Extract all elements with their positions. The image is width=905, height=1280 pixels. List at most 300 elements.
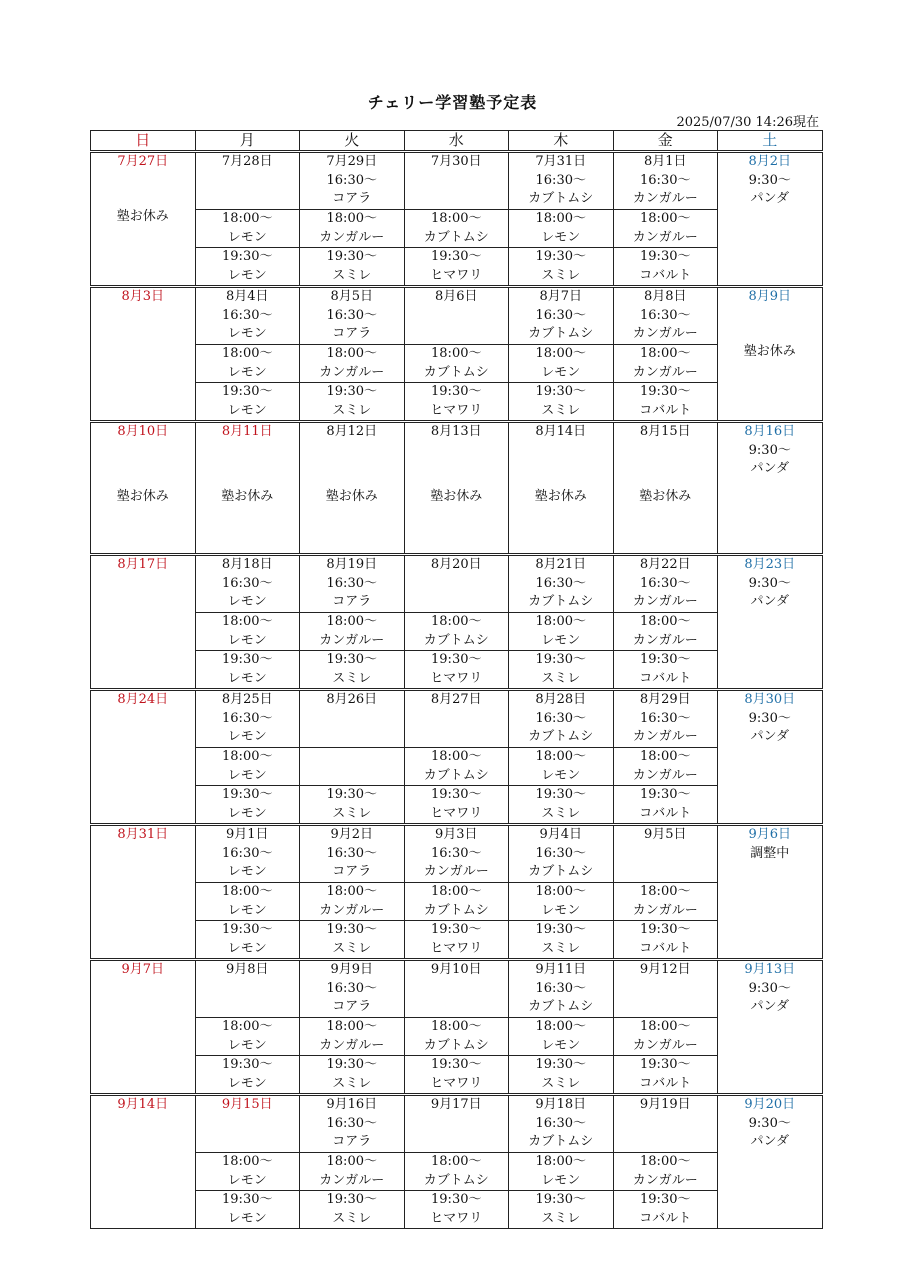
slot-row	[91, 1056, 823, 1095]
slot-row	[91, 345, 823, 383]
slot-text: カンガルー	[319, 1037, 385, 1053]
day-cell	[300, 287, 405, 345]
slot-cell	[195, 1153, 300, 1191]
slot-text: 16:30〜	[640, 307, 691, 323]
slot-row	[91, 786, 823, 825]
day-cell	[613, 690, 718, 748]
slot-cell	[509, 1056, 614, 1095]
slot-cell	[300, 383, 405, 422]
slot-text: 18:00〜	[431, 1019, 482, 1034]
slot-text: カブトムシ	[528, 326, 594, 341]
slot-text: カブトムシ	[423, 229, 489, 245]
day-cell	[404, 422, 509, 555]
sunday-date: 9月7日	[121, 962, 165, 977]
slot-cell	[613, 786, 718, 825]
slot-text: 18:00〜	[326, 211, 377, 226]
slot-text: 18:00〜	[431, 884, 482, 899]
slot-row	[91, 883, 823, 921]
slot-text: 16:30〜	[326, 307, 377, 323]
saturday-date: 9月13日	[744, 962, 796, 977]
slot-text: パンダ	[750, 999, 789, 1014]
slot-cell	[195, 651, 300, 690]
saturday-cell	[718, 422, 823, 555]
slot-text: 16:30〜	[535, 845, 586, 861]
saturday-cell	[718, 152, 823, 287]
slot-text: 19:30〜	[326, 249, 377, 264]
day-date: 8月13日	[430, 424, 482, 439]
slot-text: 16:30〜	[326, 980, 377, 996]
day-date: 9月11日	[535, 962, 587, 977]
saturday-date: 8月23日	[744, 557, 796, 572]
sunday-date: 8月24日	[117, 692, 169, 707]
header-monday: 月	[195, 131, 300, 152]
slot-text: レモン	[227, 1210, 267, 1226]
slot-text: 9:30〜	[748, 172, 791, 188]
schedule-table	[90, 130, 823, 1229]
slot-text: カンガルー	[423, 864, 489, 879]
slot-row	[91, 613, 823, 651]
slot-text: 9:30〜	[748, 575, 791, 591]
slot-cell	[404, 1056, 509, 1095]
slot-cell	[613, 1191, 718, 1229]
day-cell	[300, 152, 405, 210]
day-date: 9月1日	[225, 827, 269, 842]
slot-cell	[613, 1018, 718, 1056]
slot-cell	[509, 786, 614, 825]
slot-text: スミレ	[541, 805, 581, 821]
day-date: 9月17日	[430, 1097, 482, 1112]
saturday-cell	[718, 690, 823, 825]
slot-cell	[509, 883, 614, 921]
day-date: 9月16日	[326, 1097, 378, 1112]
day-date: 8月28日	[535, 692, 587, 707]
slot-text: 18:00〜	[535, 1019, 586, 1034]
slot-cell	[300, 210, 405, 248]
week-row	[91, 960, 823, 1018]
slot-text: カンガルー	[632, 594, 698, 609]
slot-text: 19:30〜	[431, 1192, 482, 1207]
slot-text: 18:00〜	[535, 884, 586, 899]
closed-note: 塾お休み	[116, 488, 169, 504]
slot-text: カンガルー	[632, 326, 698, 341]
header-sunday: 日	[91, 131, 196, 152]
slot-cell	[509, 1191, 614, 1229]
slot-text: レモン	[227, 326, 267, 341]
slot-text: カブトムシ	[423, 364, 489, 380]
slot-text: ヒマワリ	[430, 940, 483, 956]
day-date: 8月11日	[221, 424, 273, 439]
slot-text: 18:00〜	[640, 211, 691, 226]
slot-cell	[613, 748, 718, 786]
slot-cell	[404, 613, 509, 651]
slot-text: レモン	[227, 902, 267, 918]
sunday-cell	[91, 690, 196, 825]
day-date: 8月22日	[639, 557, 691, 572]
slot-text: スミレ	[541, 402, 581, 418]
slot-text: レモン	[227, 864, 267, 879]
day-cell	[195, 960, 300, 1018]
slot-text: 18:00〜	[431, 1154, 482, 1169]
slot-text: スミレ	[332, 805, 372, 821]
slot-cell	[300, 786, 405, 825]
saturday-date: 8月2日	[748, 154, 792, 169]
day-date: 8月25日	[221, 692, 273, 707]
day-cell	[300, 960, 405, 1018]
slot-text: カブトムシ	[423, 632, 489, 648]
slot-text: 16:30〜	[640, 575, 691, 591]
slot-cell	[300, 921, 405, 960]
saturday-cell	[718, 825, 823, 960]
week-row	[91, 690, 823, 748]
slot-text: 19:30〜	[535, 1057, 586, 1072]
slot-text: カンガルー	[319, 229, 385, 245]
slot-cell	[300, 748, 405, 786]
slot-text: 16:30〜	[326, 172, 377, 188]
slot-text: レモン	[541, 364, 581, 380]
day-cell	[613, 555, 718, 613]
slot-cell	[509, 248, 614, 287]
slot-text: 19:30〜	[431, 249, 482, 264]
day-cell	[613, 960, 718, 1018]
slot-cell	[509, 921, 614, 960]
slot-cell	[509, 383, 614, 422]
slot-text: 16:30〜	[326, 845, 377, 861]
slot-cell	[195, 613, 300, 651]
slot-text: 18:00〜	[640, 749, 691, 764]
week-row	[91, 825, 823, 883]
slot-cell	[509, 651, 614, 690]
slot-text: コアラ	[332, 594, 372, 609]
week-row	[91, 555, 823, 613]
slot-text: カンガルー	[632, 364, 698, 380]
slot-text: 16:30〜	[640, 710, 691, 726]
week-row	[91, 287, 823, 345]
slot-text: レモン	[227, 364, 267, 380]
day-date: 7月31日	[535, 154, 587, 169]
day-cell	[613, 422, 718, 555]
slot-text: 19:30〜	[326, 922, 377, 937]
day-cell	[195, 422, 300, 555]
weekday-header-row	[91, 131, 823, 152]
day-cell	[195, 690, 300, 748]
day-date: 8月26日	[326, 692, 378, 707]
slot-cell	[613, 921, 718, 960]
slot-text: カンガルー	[319, 1172, 385, 1188]
slot-text: 19:30〜	[326, 652, 377, 667]
closed-note: 塾お休み	[221, 488, 274, 504]
saturday-date: 9月6日	[748, 827, 792, 842]
slot-text: レモン	[541, 1172, 581, 1188]
day-date: 8月12日	[326, 424, 378, 439]
day-date: 8月7日	[539, 289, 583, 304]
slot-text: 18:00〜	[326, 614, 377, 629]
slot-text: 18:00〜	[326, 884, 377, 899]
slot-text: 19:30〜	[640, 249, 691, 264]
slot-text: 18:00〜	[535, 614, 586, 629]
day-cell	[509, 825, 614, 883]
slot-text: 18:00〜	[535, 1154, 586, 1169]
day-cell	[300, 825, 405, 883]
slot-cell	[613, 613, 718, 651]
day-cell	[509, 960, 614, 1018]
saturday-cell	[718, 1095, 823, 1229]
slot-text: カンガルー	[632, 632, 698, 648]
slot-cell	[613, 651, 718, 690]
slot-text: 16:30〜	[222, 710, 273, 726]
slot-text: 16:30〜	[535, 575, 586, 591]
slot-text: 19:30〜	[222, 1057, 273, 1072]
slot-text: 18:00〜	[222, 211, 273, 226]
sunday-date: 9月14日	[117, 1097, 169, 1112]
slot-text: カンガルー	[632, 1037, 698, 1053]
slot-text: カブトムシ	[423, 1172, 489, 1188]
slot-text: 19:30〜	[640, 787, 691, 802]
slot-text: パンダ	[750, 461, 789, 476]
slot-text: 18:00〜	[640, 1019, 691, 1034]
slot-text: レモン	[541, 632, 581, 648]
slot-text: 19:30〜	[535, 652, 586, 667]
day-cell	[404, 152, 509, 210]
slot-text: レモン	[541, 229, 581, 245]
update-timestamp: 2025/07/30 14:26現在	[676, 115, 819, 130]
day-cell	[509, 287, 614, 345]
slot-cell	[404, 786, 509, 825]
slot-text: スミレ	[332, 940, 372, 956]
slot-text: レモン	[227, 267, 267, 283]
day-date: 8月29日	[639, 692, 691, 707]
slot-text: スミレ	[332, 1075, 372, 1091]
slot-row	[91, 748, 823, 786]
slot-text: 16:30〜	[535, 710, 586, 726]
slot-text: カンガルー	[632, 1172, 698, 1188]
slot-text: 18:00〜	[535, 749, 586, 764]
slot-cell	[404, 883, 509, 921]
day-date: 8月20日	[430, 557, 482, 572]
day-cell	[300, 422, 405, 555]
slot-cell	[613, 1153, 718, 1191]
slot-text: レモン	[541, 902, 581, 918]
day-date: 8月18日	[221, 557, 273, 572]
slot-text: スミレ	[332, 402, 372, 418]
slot-text: レモン	[227, 632, 267, 648]
slot-text: レモン	[227, 402, 267, 418]
saturday-cell	[718, 287, 823, 422]
day-cell	[300, 690, 405, 748]
day-date: 8月27日	[430, 692, 482, 707]
sunday-cell	[91, 152, 196, 287]
slot-text: コアラ	[332, 326, 372, 341]
slot-text: 19:30〜	[640, 384, 691, 399]
slot-text: カブトムシ	[528, 594, 594, 609]
slot-text: カブトムシ	[528, 1134, 594, 1149]
day-cell	[195, 1095, 300, 1153]
day-cell	[300, 555, 405, 613]
saturday-date: 9月20日	[744, 1097, 796, 1112]
slot-text: 18:00〜	[222, 346, 273, 361]
day-cell	[404, 960, 509, 1018]
slot-cell	[300, 1056, 405, 1095]
slot-text: 18:00〜	[326, 346, 377, 361]
sunday-cell	[91, 960, 196, 1095]
slot-cell	[404, 383, 509, 422]
slot-text: パンダ	[750, 191, 789, 206]
day-date: 9月19日	[639, 1097, 691, 1112]
slot-text: 16:30〜	[535, 172, 586, 188]
day-cell	[404, 287, 509, 345]
slot-cell	[509, 613, 614, 651]
slot-text: 16:30〜	[535, 307, 586, 323]
slot-text: 16:30〜	[326, 1115, 377, 1131]
slot-row	[91, 383, 823, 422]
slot-cell	[404, 1191, 509, 1229]
slot-text: スミレ	[541, 1075, 581, 1091]
slot-text: レモン	[227, 670, 267, 686]
page-title: チェリー学習塾予定表	[367, 93, 538, 112]
day-date: 8月19日	[326, 557, 378, 572]
slot-text: 19:30〜	[222, 922, 273, 937]
closed-note: 塾お休み	[639, 488, 692, 504]
slot-text: 19:30〜	[222, 384, 273, 399]
slot-cell	[195, 345, 300, 383]
slot-text: コバルト	[639, 402, 692, 418]
slot-text: 19:30〜	[222, 652, 273, 667]
slot-cell	[195, 1018, 300, 1056]
slot-text: スミレ	[541, 670, 581, 686]
day-date: 8月6日	[434, 289, 478, 304]
slot-text: レモン	[227, 729, 267, 744]
slot-text: コバルト	[639, 1075, 692, 1091]
day-date: 9月18日	[535, 1097, 587, 1112]
slot-text: コバルト	[639, 805, 692, 821]
sunday-date: 8月17日	[117, 557, 169, 572]
slot-cell	[300, 651, 405, 690]
slot-cell	[195, 1191, 300, 1229]
slot-cell	[509, 345, 614, 383]
slot-text: コアラ	[332, 191, 372, 206]
slot-cell	[404, 248, 509, 287]
slot-text: カブトムシ	[423, 767, 489, 783]
slot-text: カンガルー	[319, 632, 385, 648]
sunday-date: 8月10日	[117, 424, 169, 439]
slot-text: ヒマワリ	[430, 267, 483, 283]
slot-text: 18:00〜	[222, 884, 273, 899]
day-cell	[613, 825, 718, 883]
slot-text: 18:00〜	[222, 614, 273, 629]
day-date: 7月29日	[326, 154, 378, 169]
slot-text: スミレ	[541, 1210, 581, 1226]
slot-text: ヒマワリ	[430, 1210, 483, 1226]
sunday-cell	[91, 1095, 196, 1229]
header-wednesday: 水	[404, 131, 509, 152]
day-date: 8月4日	[225, 289, 269, 304]
slot-text: レモン	[227, 1037, 267, 1053]
slot-text: 9:30〜	[748, 1115, 791, 1131]
slot-text: 19:30〜	[431, 922, 482, 937]
day-date: 9月8日	[225, 962, 269, 977]
slot-text: 16:30〜	[326, 575, 377, 591]
slot-text: 18:00〜	[431, 614, 482, 629]
slot-text: 調整中	[750, 845, 790, 861]
slot-text: 18:00〜	[222, 749, 273, 764]
day-date: 9月5日	[643, 827, 687, 842]
day-date: 9月15日	[221, 1097, 273, 1112]
saturday-cell	[718, 960, 823, 1095]
slot-text: 16:30〜	[222, 575, 273, 591]
slot-text: カブトムシ	[528, 864, 594, 879]
slot-cell	[195, 786, 300, 825]
sunday-date: 8月3日	[121, 289, 165, 304]
slot-cell	[195, 883, 300, 921]
slot-text: 16:30〜	[640, 172, 691, 188]
slot-text: 19:30〜	[222, 249, 273, 264]
slot-text: コバルト	[639, 940, 692, 956]
slot-row	[91, 921, 823, 960]
header-friday: 金	[613, 131, 718, 152]
slot-text: 19:30〜	[326, 787, 377, 802]
sunday-date: 7月27日	[117, 154, 169, 169]
slot-text: 18:00〜	[535, 211, 586, 226]
slot-cell	[195, 248, 300, 287]
slot-text: レモン	[227, 940, 267, 956]
sunday-cell	[91, 287, 196, 422]
slot-cell	[195, 1056, 300, 1095]
slot-text: コアラ	[332, 864, 372, 879]
day-date: 9月9日	[330, 962, 374, 977]
slot-cell	[300, 1153, 405, 1191]
slot-text: 9:30〜	[748, 980, 791, 996]
closed-note: 塾お休み	[430, 488, 483, 504]
slot-text: 19:30〜	[326, 1057, 377, 1072]
slot-text: パンダ	[750, 729, 789, 744]
slot-cell	[195, 210, 300, 248]
slot-cell	[195, 748, 300, 786]
saturday-cell	[718, 555, 823, 690]
week-row	[91, 1095, 823, 1153]
slot-text: コアラ	[332, 1134, 372, 1149]
slot-text: 19:30〜	[640, 1057, 691, 1072]
day-cell	[195, 825, 300, 883]
slot-text: 19:30〜	[535, 922, 586, 937]
day-date: 8月15日	[639, 424, 691, 439]
header-saturday: 土	[718, 131, 823, 152]
day-date: 8月8日	[643, 289, 687, 304]
slot-text: スミレ	[332, 670, 372, 686]
slot-cell	[404, 748, 509, 786]
day-cell	[509, 690, 614, 748]
slot-text: ヒマワリ	[430, 402, 483, 418]
slot-row	[91, 1153, 823, 1191]
slot-cell	[613, 1056, 718, 1095]
slot-cell	[300, 613, 405, 651]
saturday-date: 8月16日	[744, 424, 796, 439]
slot-text: 19:30〜	[535, 384, 586, 399]
slot-text: 16:30〜	[431, 845, 482, 861]
slot-text: 18:00〜	[640, 884, 691, 899]
slot-text: 19:30〜	[431, 787, 482, 802]
day-cell	[195, 152, 300, 210]
day-date: 8月1日	[643, 154, 687, 169]
slot-cell	[404, 1153, 509, 1191]
slot-text: カブトムシ	[423, 1037, 489, 1053]
slot-text: 19:30〜	[326, 384, 377, 399]
slot-text: 16:30〜	[222, 307, 273, 323]
slot-text: 19:30〜	[222, 787, 273, 802]
slot-text: 16:30〜	[222, 845, 273, 861]
slot-text: ヒマワリ	[430, 805, 483, 821]
slot-text: コアラ	[332, 999, 372, 1014]
slot-text: 18:00〜	[222, 1154, 273, 1169]
slot-text: 19:30〜	[535, 787, 586, 802]
